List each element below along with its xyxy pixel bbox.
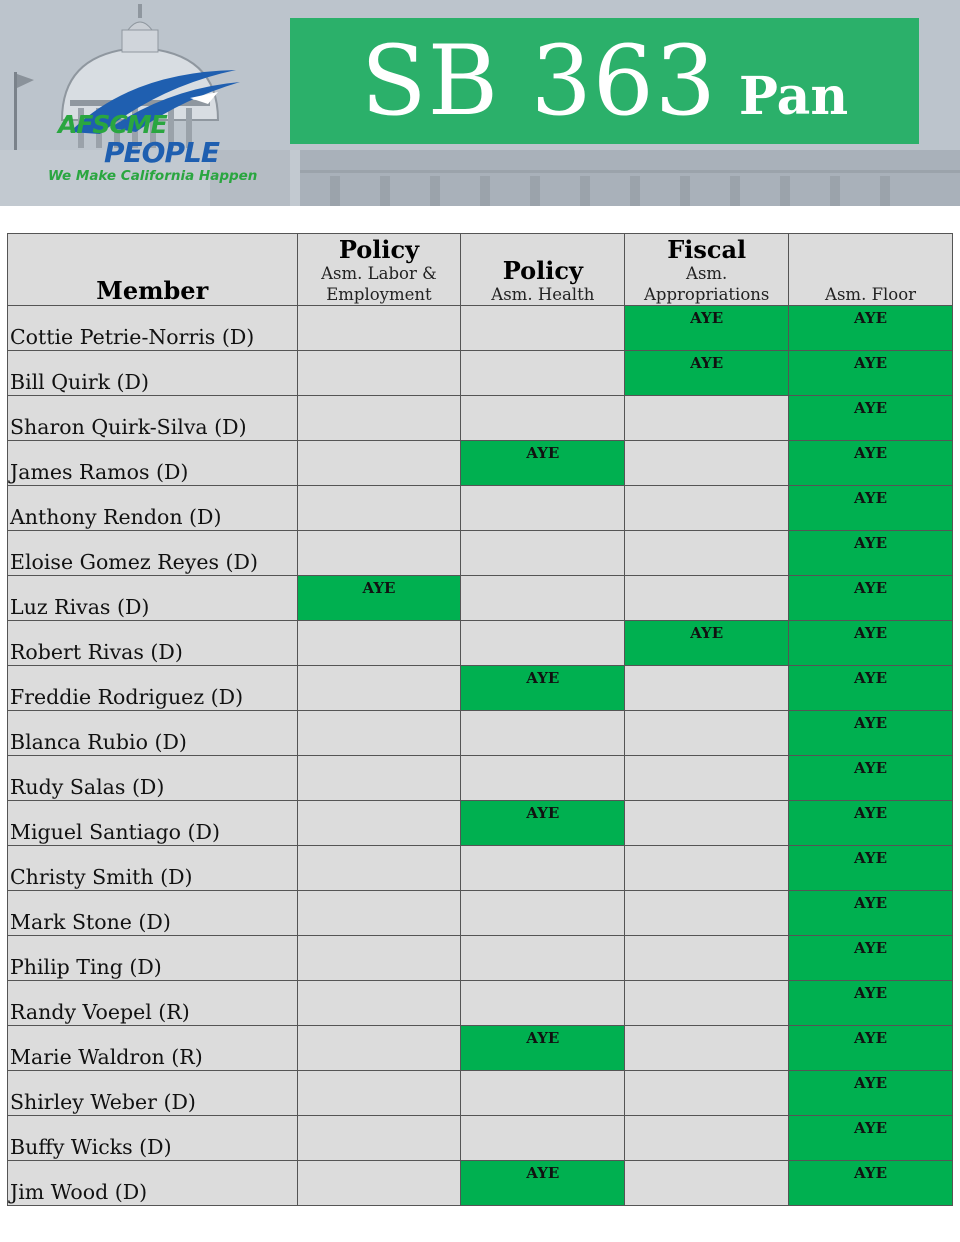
table-row: [8, 936, 953, 981]
vote-cell: [789, 306, 953, 351]
vote-label: AYE: [854, 759, 888, 777]
table-row: [8, 1071, 953, 1116]
logo-tagline: We Make California Happen: [48, 168, 258, 184]
vote-cell: [625, 1026, 789, 1071]
vote-cell: [297, 1161, 461, 1206]
vote-cell: [297, 891, 461, 936]
vote-cell: [297, 666, 461, 711]
member-name: Robert Rivas (D): [8, 621, 298, 666]
vote-cell: [625, 936, 789, 981]
table-row: [8, 1026, 953, 1071]
vote-cell: [789, 1026, 953, 1071]
vote-cell: [789, 891, 953, 936]
vote-cell: [461, 981, 625, 1026]
header-banner: [0, 0, 960, 206]
vote-cell: [789, 441, 953, 486]
vote-label: AYE: [854, 444, 888, 462]
vote-cell: [625, 441, 789, 486]
vote-cell: [461, 396, 625, 441]
header-labor-employment: [297, 234, 461, 306]
vote-label: AYE: [854, 1119, 888, 1137]
vote-label: AYE: [854, 354, 888, 372]
vote-cell: [461, 621, 625, 666]
member-name: Randy Voepel (R): [8, 981, 298, 1026]
vote-cell: [297, 1116, 461, 1161]
header-type: Fiscal: [667, 235, 747, 264]
vote-cell: [625, 801, 789, 846]
vote-cell: [461, 441, 625, 486]
vote-cell: [297, 351, 461, 396]
vote-cell: [625, 891, 789, 936]
vote-cell: [461, 351, 625, 396]
member-name: Bill Quirk (D): [8, 351, 298, 396]
vote-cell: [625, 711, 789, 756]
vote-cell: [789, 801, 953, 846]
vote-cell: [461, 531, 625, 576]
vote-label: AYE: [854, 1164, 888, 1182]
vote-label: AYE: [690, 309, 724, 327]
vote-cell: [461, 1026, 625, 1071]
logo-people-text: PEOPLE: [104, 136, 219, 169]
vote-cell: [297, 621, 461, 666]
vote-cell: [625, 1161, 789, 1206]
vote-table-body: [8, 306, 953, 1206]
vote-cell: [461, 486, 625, 531]
vote-cell: [461, 306, 625, 351]
member-name: Blanca Rubio (D): [8, 711, 298, 756]
vote-cell: [789, 936, 953, 981]
member-name: Shirley Weber (D): [8, 1071, 298, 1116]
vote-label: AYE: [526, 804, 560, 822]
member-name: Christy Smith (D): [8, 846, 298, 891]
member-name: Jim Wood (D): [8, 1161, 298, 1206]
table-row: [8, 801, 953, 846]
vote-cell: [789, 846, 953, 891]
logo-afscme-text: AFSCME: [58, 110, 167, 139]
vote-label: AYE: [854, 939, 888, 957]
bill-author: Pan: [738, 65, 849, 127]
vote-cell: [625, 576, 789, 621]
header-member-label: Member: [96, 276, 209, 305]
vote-cell: [625, 666, 789, 711]
vote-label: AYE: [854, 804, 888, 822]
member-name: Buffy Wicks (D): [8, 1116, 298, 1161]
vote-label: AYE: [854, 579, 888, 597]
vote-label: AYE: [854, 1074, 888, 1092]
vote-label: AYE: [526, 1164, 560, 1182]
member-name: Miguel Santiago (D): [8, 801, 298, 846]
header-committee: Asm. Health: [491, 285, 595, 304]
vote-cell: [297, 936, 461, 981]
vote-cell: [461, 1116, 625, 1161]
vote-label: AYE: [854, 309, 888, 327]
vote-cell: [461, 846, 625, 891]
header-floor: [789, 234, 953, 306]
vote-cell: [625, 531, 789, 576]
vote-cell: [789, 711, 953, 756]
vote-cell: [789, 981, 953, 1026]
vote-cell: [297, 306, 461, 351]
member-name: Luz Rivas (D): [8, 576, 298, 621]
table-row: [8, 1161, 953, 1206]
header-type: Policy: [502, 256, 583, 285]
vote-cell: [789, 396, 953, 441]
vote-label: AYE: [526, 444, 560, 462]
vote-cell: [625, 981, 789, 1026]
vote-label: AYE: [854, 534, 888, 552]
table-row: [8, 621, 953, 666]
vote-cell: [297, 846, 461, 891]
member-name: Sharon Quirk-Silva (D): [8, 396, 298, 441]
vote-label: AYE: [854, 894, 888, 912]
table-row: [8, 711, 953, 756]
vote-cell: [789, 1161, 953, 1206]
vote-label: AYE: [854, 489, 888, 507]
vote-cell: [461, 576, 625, 621]
vote-cell: [297, 801, 461, 846]
table-header-row: [8, 234, 953, 306]
vote-label: AYE: [854, 849, 888, 867]
vote-cell: [789, 666, 953, 711]
vote-cell: [789, 351, 953, 396]
header-committee: Asm. Appropriations: [643, 264, 770, 304]
vote-label: AYE: [526, 669, 560, 687]
vote-cell: [789, 531, 953, 576]
vote-cell: [789, 1071, 953, 1116]
vote-cell: [297, 1026, 461, 1071]
vote-cell: [297, 486, 461, 531]
vote-cell: [461, 711, 625, 756]
vote-cell: [625, 621, 789, 666]
vote-cell: [461, 936, 625, 981]
vote-cell: [625, 396, 789, 441]
table-row: [8, 981, 953, 1026]
table-row: [8, 666, 953, 711]
table-row: [8, 531, 953, 576]
vote-cell: [789, 486, 953, 531]
vote-cell: [297, 1071, 461, 1116]
member-name: Cottie Petrie-Norris (D): [8, 306, 298, 351]
header-committee: Asm. Floor: [825, 285, 917, 304]
vote-label: AYE: [854, 714, 888, 732]
vote-label: AYE: [854, 399, 888, 417]
vote-label: AYE: [854, 984, 888, 1002]
afscme-people-logo: [40, 62, 280, 192]
member-name: Mark Stone (D): [8, 891, 298, 936]
table-row: [8, 396, 953, 441]
table-row: [8, 846, 953, 891]
member-name: Rudy Salas (D): [8, 756, 298, 801]
table-row: [8, 576, 953, 621]
vote-cell: [297, 396, 461, 441]
vote-label: AYE: [690, 624, 724, 642]
table-row: [8, 306, 953, 351]
vote-table: [7, 233, 953, 1206]
vote-cell: [789, 1116, 953, 1161]
vote-cell: [625, 1071, 789, 1116]
vote-cell: [789, 576, 953, 621]
vote-cell: [789, 756, 953, 801]
member-name: Anthony Rendon (D): [8, 486, 298, 531]
vote-cell: [297, 756, 461, 801]
vote-cell: [625, 1116, 789, 1161]
header-health: [461, 234, 625, 306]
vote-cell: [461, 801, 625, 846]
vote-label: AYE: [526, 1029, 560, 1047]
vote-cell: [625, 756, 789, 801]
member-name: Marie Waldron (R): [8, 1026, 298, 1071]
vote-label: AYE: [690, 354, 724, 372]
table-row: [8, 486, 953, 531]
header-appropriations: [625, 234, 789, 306]
vote-cell: [625, 306, 789, 351]
table-row: [8, 891, 953, 936]
vote-label: AYE: [854, 669, 888, 687]
vote-cell: [625, 351, 789, 396]
header-member: [8, 234, 298, 306]
vote-cell: [297, 981, 461, 1026]
vote-cell: [461, 891, 625, 936]
vote-cell: [625, 846, 789, 891]
member-name: Philip Ting (D): [8, 936, 298, 981]
table-row: [8, 756, 953, 801]
vote-cell: [461, 1071, 625, 1116]
vote-label: AYE: [854, 1029, 888, 1047]
vote-cell: [461, 1161, 625, 1206]
member-name: Eloise Gomez Reyes (D): [8, 531, 298, 576]
vote-cell: [789, 621, 953, 666]
bill-number: SB 363: [360, 25, 717, 137]
vote-label: AYE: [854, 624, 888, 642]
vote-cell: [461, 666, 625, 711]
vote-cell: [461, 756, 625, 801]
vote-cell: [297, 576, 461, 621]
vote-label: AYE: [362, 579, 396, 597]
member-name: Freddie Rodriguez (D): [8, 666, 298, 711]
table-row: [8, 441, 953, 486]
vote-cell: [297, 531, 461, 576]
vote-cell: [297, 711, 461, 756]
vote-cell: [297, 441, 461, 486]
table-row: [8, 1116, 953, 1161]
bill-title-box: [290, 18, 919, 144]
member-name: James Ramos (D): [8, 441, 298, 486]
table-row: [8, 351, 953, 396]
header-committee: Asm. Labor & Employment: [321, 264, 437, 304]
header-type: Policy: [338, 235, 420, 264]
vote-cell: [625, 486, 789, 531]
